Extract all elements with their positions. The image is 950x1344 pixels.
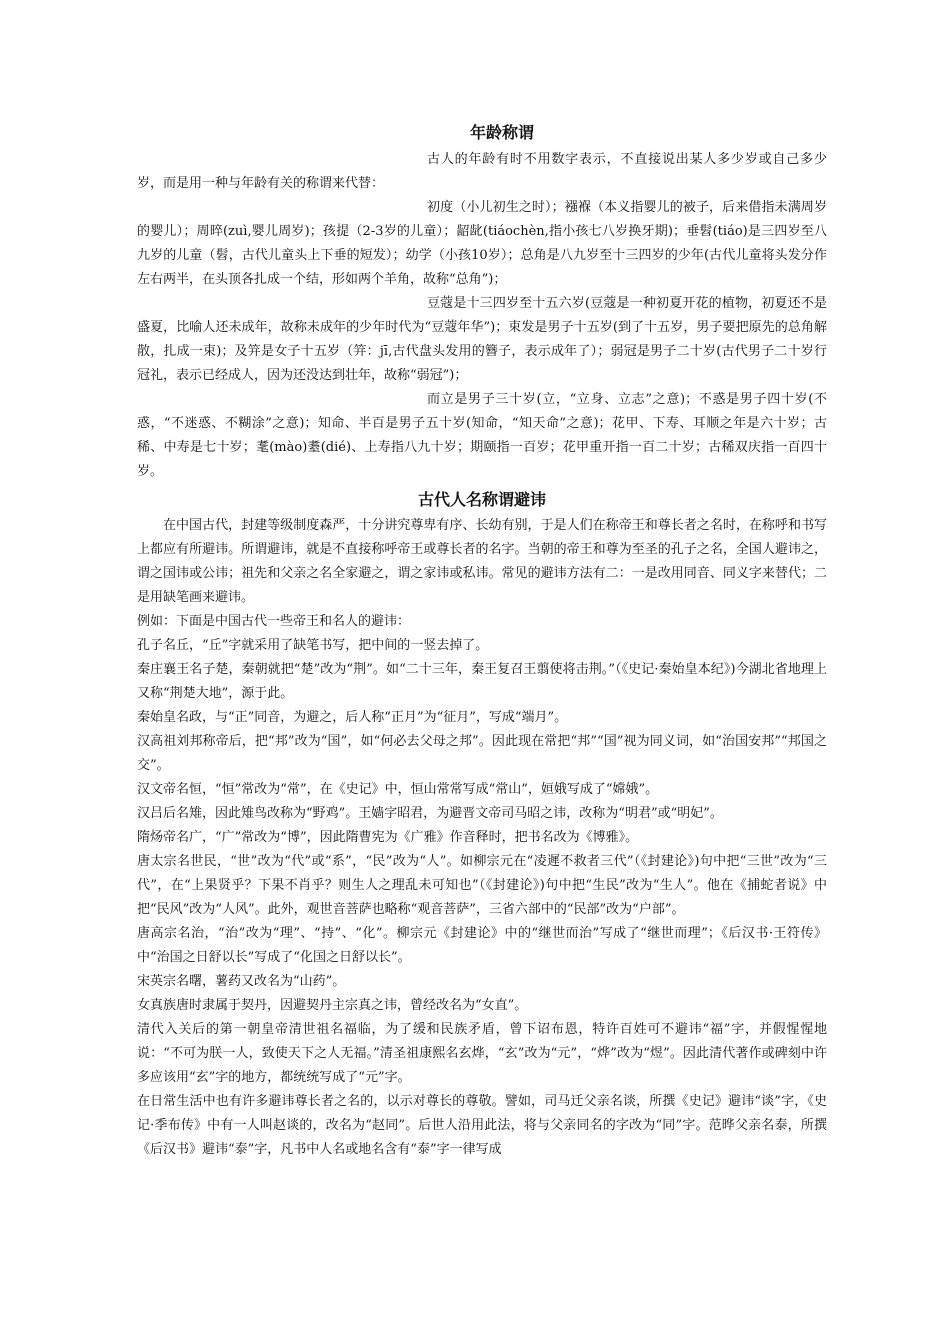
name-taboo-paragraph: 例如：下面是中国古代一些帝王和名人的避讳： <box>137 614 411 629</box>
age-terms-paragraph-2: 初度（小儿初生之时）；襁褓（本义指婴儿的被子，后来借指未满周岁的婴儿）；周晬(zuì,婴儿周岁)；孩提（2-3岁的儿童）；龆龀(tiáochèn,指小孩七八岁换牙期)；垂髫(tiáo)是三四岁至八九岁的儿童（髫，古代儿童头上下垂的短发）；幼学（小孩10岁）；总角是八九岁至十三四岁的少年(古代儿童将头发分作左右两半，在头顶各扎成一个结，形如两个羊角，故称“总角”)； <box>137 200 827 287</box>
name-taboo-paragraph: 汉文帝名恒，“恒”常改为“常”，在《史记》中，恒山常常写成“常山”，姮娥写成了“嫦娥”。 <box>137 782 659 797</box>
section-title-age-terms: 年龄称谓 <box>469 123 534 142</box>
age-terms-paragraph-1: 古人的年龄有时不用数字表示，不直接说出某人多少岁或自己多少岁，而是用一种与年龄有关的称谓来代替： <box>137 152 827 191</box>
name-taboo-paragraph: 在日常生活中也有许多避讳尊长者之名的，以示对尊长的尊敬。譬如，司马迁父亲名谈，所撰《史记》避讳“谈”字，《史记·季布传》中有一人叫赵谈的，改名为“赵同”。后世人沿用此法，将与父亲同名的字改为“同”字。范晔父亲名泰，所撰《后汉书》避讳“泰”字，凡书中人名或地名含有“泰”字一律写成 <box>137 1094 827 1157</box>
document-page <box>137 118 827 1162</box>
name-taboo-paragraph: 清代入关后的第一朝皇帝清世祖名福临，为了缓和民族矛盾，曾下诏布恩，特许百姓可不避讳“福”字，并假惺惺地说：“不可为朕一人，致使天下之人无福。”清圣祖康熙名玄烨，“玄”改为“元”，“烨”改为“煜”。因此清代著作或碑刻中许多应该用“玄”字的地方，都统统写成了“元”字。 <box>137 1022 827 1085</box>
name-taboo-paragraph: 孔子名丘，“丘”字就采用了缺笔书写，把中间的一竖去掉了。 <box>137 638 489 653</box>
section-title-name-taboo: 古代人名称谓避讳 <box>417 490 546 509</box>
name-taboo-paragraph: 汉吕后名雉，因此雉鸟改称为“野鸡”。王嫱字昭君，为避晋文帝司马昭之讳，改称为“明君”或“明妃”。 <box>137 806 723 821</box>
name-taboo-intro: 在中国古代，封建等级制度森严，十分讲究尊卑有序、长幼有别，于是人们在称帝王和尊长者之名时，在称呼和书写上都应有所避讳。所谓避讳，就是不直接称呼帝王或尊长者的名字。当朝的帝王和尊为至圣的孔子之名，全国人避讳之，谓之国讳或公讳；祖先和父亲之名全家避之，谓之家讳或私讳。常见的避讳方法有二：一是改用同音、同义字来替代；二是用缺笔画来避讳。 <box>137 518 827 605</box>
age-terms-paragraph-4: 而立是男子三十岁(立，“立身、立志”之意)；不惑是男子四十岁(不惑，“不迷惑、不糊涂”之意)；知命、半百是男子五十岁(知命，“知天命”之意)；花甲、下寿、耳顺之年是六十岁；古稀、中寿是七十岁；耄(mào)耋(dié)、上寿指八九十岁；期颐指一百岁；花甲重开指一百二十岁；古稀双庆指一百四十岁。 <box>137 392 827 479</box>
name-taboo-paragraph: 汉高祖刘邦称帝后，把“邦”改为“国”，如“何必去父母之邦”。因此现在常把“邦”“国”视为同义词，如“治国安邦”“邦国之交”。 <box>137 734 827 773</box>
name-taboo-paragraph: 唐太宗名世民，“世”改为“代”或“系”，“民”改为“人”。如柳宗元在“凌遲不救者三代”（《封建论》)句中把“三世”改为“三代”，在“上果贤乎？下果不肖乎？则生人之理乱未可知也”（《封建论》)句中把“生民”改为“生人”。他在《捕蛇者说》中把“民风”改为“人风”。此外，观世音菩萨也略称“观音菩萨”，三省六部中的“民部”改为“户部”。 <box>137 854 827 917</box>
name-taboo-paragraph: 隋炀帝名广，“广”常改为“博”，因此隋曹宪为《广雅》作音释时，把书名改为《博雅》。 <box>137 830 639 845</box>
name-taboo-paragraph: 宋英宗名曙，薯药又改名为“山药”。 <box>137 974 346 989</box>
age-terms-paragraph-3: 豆蔻是十三四岁至十五六岁(豆蔻是一种初夏开花的植物，初夏还不是盛夏，比喻人还未成年，故称未成年的少年时代为“豆蔻年华”)；束发是男子十五岁(到了十五岁，男子要把原先的总角解散，扎成一束)；及笄是女子十五岁（笄：jī,古代盘头发用的簪子，表示成年了）；弱冠是男子二十岁(古代男子二十岁行冠礼，表示已经成人，因为还没达到壮年，故称“弱冠”)； <box>137 296 827 383</box>
name-taboo-paragraph: 唐高宗名治，“治”改为“理”、“持”、“化”。柳宗元《封建论》中的“继世而治”写成了“继世而理”；《后汉书·王符传》中“治国之日舒以长”写成了“化国之日舒以长”。 <box>137 926 827 965</box>
name-taboo-paragraph: 秦庄襄王名子楚，秦朝就把“楚”改为“荆”。如“二十三年，秦王复召王翦使将击荆。”（《史记·秦始皇本纪》)今湖北省地理上又称“荆楚大地”，源于此。 <box>137 662 827 701</box>
name-taboo-paragraph: 女真族唐时隶属于契丹，因避契丹主宗真之讳，曾经改名为“女直”。 <box>137 998 528 1013</box>
name-taboo-paragraph: 秦始皇名政，与“正”同音，为避之，后人称“正月”为“征月”，写成“端月”。 <box>137 710 568 725</box>
